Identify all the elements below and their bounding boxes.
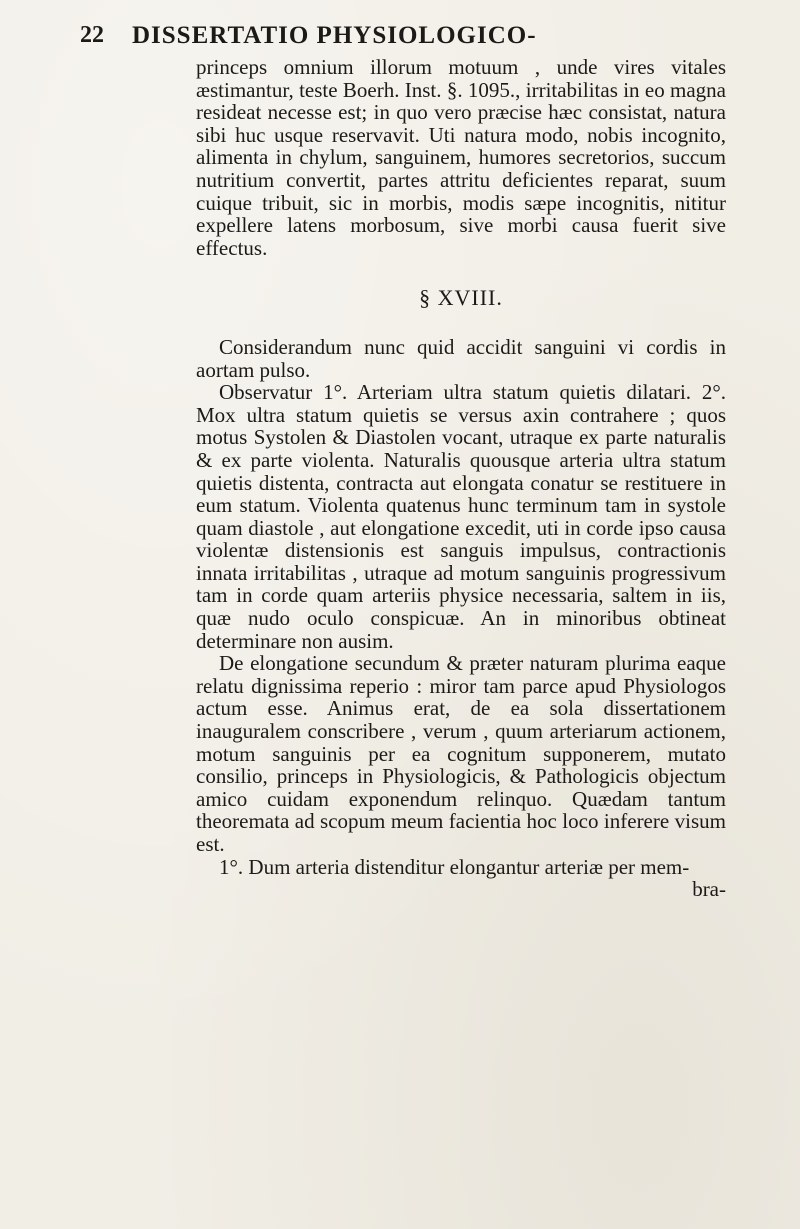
- catchword: bra-: [692, 877, 726, 902]
- paragraph-observatur: Observatur 1°. Arteriam ultra statum quietis dilatari. 2°. Mox ultra statum quietis se versus axin contrahere ; quos motus Systolen & Diastolen vocant, utraque ex parte naturalis & ex parte violenta. Naturalis quousque arteria ultra statum quietis distenta, contracta aut elongata conatur se restituere in eum statum. Violenta quatenus hunc terminum tam in systole quam diastole , aut elongatione excedit, uti in corde ipso causa violentæ distensionis est sanguis impulsus, contractionis innata irritabilitas , utraque ad motum sanguinis progressivum tam in corde quam arteriis physice necessaria, saltem in iis, quæ nudo oculo conspicuæ. An in minoribus obtineat determinare non ausim.: [196, 380, 726, 653]
- page-header: [80, 22, 720, 58]
- paragraph-elongatione: De elongatione secundum & præter naturam plurima eaque relatu dignissima reperio : miror tam parce apud Physiologos actum esse. Animus erat, de ea sola dissertationem inauguralem conscribere , verum , quum arteriarum actionem, motum sanguinis per ea cognitum supponerem, mutato consilio, princeps in Physiologicis, & Pathologicis objectum amico cuidam exponendum relinquo. Quædam tantum theoremata ad scopum meum facientia hoc loco inferere visum est.: [196, 651, 726, 856]
- paragraph-considerandum: Considerandum nunc quid accidit sanguini vi cordis in aortam pulso.: [196, 334, 726, 382]
- page-number: 22: [80, 22, 104, 48]
- page-body: [196, 56, 726, 901]
- section-heading: § XVIII.: [419, 285, 503, 311]
- paragraph-numbered-1: 1°. Dum arteria distenditur elongantur arteriæ per mem-: [219, 854, 690, 879]
- paragraph-continuation: princeps omnium illorum motuum , unde vires vitales æstimantur, teste Boerh. Inst. §. 1095., irritabilitas in eo magna resideat necesse est; in quo vero præcise hæc consistat, natura sibi huc usque reservavit. Uti natura modo, nobis incognito, alimenta in chylum, sanguinem, humores secretorios, succum nutritium convertit, partes attritu deficientes reparat, suum cuique tribuit, sic in morbis, modis sæpe incognitis, nititur expellere latens morbosum, sive morbi causa fuerit sive effectus.: [196, 55, 726, 260]
- running-title: DISSERTATIO PHYSIOLOGICO-: [132, 22, 537, 49]
